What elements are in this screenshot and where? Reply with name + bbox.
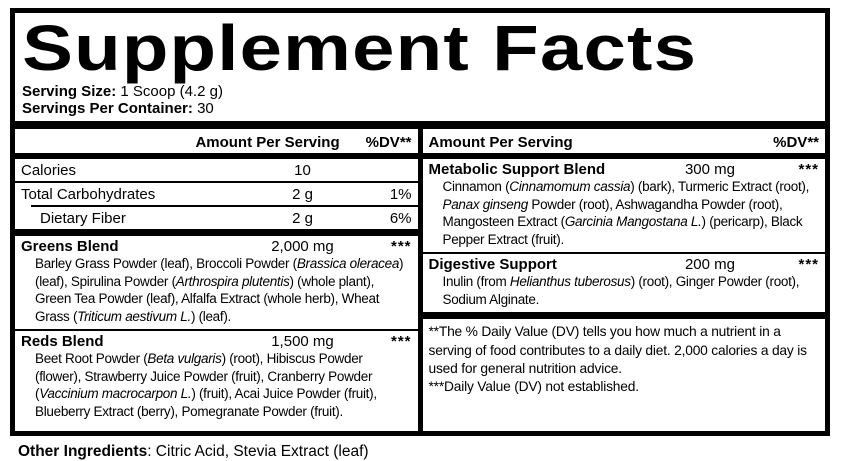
amount-per-serving-header: Amount Per Serving [195, 134, 340, 152]
nutrient-name: Total Carbohydrates [21, 186, 156, 204]
left-column [15, 129, 418, 431]
blend-metabolic-support [423, 159, 826, 252]
nutrient-amount: 2 g [292, 210, 313, 228]
columns [15, 129, 825, 431]
dv-header: %DV** [773, 134, 819, 152]
blend-header [15, 331, 418, 350]
serving-size-label: Serving Size: [22, 83, 117, 100]
blend-amount: 300 mg [684, 161, 736, 179]
other-ingredients-line [18, 443, 369, 461]
right-column [423, 129, 826, 431]
other-ingredients-label: Other Ingredients [18, 443, 148, 460]
blend-ingredients: Cinnamon (Cinnamomum cassia) (bark), Turmeric Extract (root), Panax ginseng Powder (root), Ashwagandha Powder (root), Mangosteen Extract (Garcinia Mangostana L.) (pericarp), Black Pepper Extract (fruit). [442, 179, 810, 247]
blend-name: Metabolic Support Blend [428, 161, 606, 179]
blend-dv: *** [390, 238, 412, 256]
dv-header: %DV** [365, 134, 412, 152]
nutrient-row-total-carbohydrates [15, 181, 418, 205]
nutrient-amount: 10 [294, 162, 311, 180]
serving-size-value: 1 Scoop (4.2 g) [120, 83, 223, 100]
blend-header [423, 159, 826, 178]
nutrient-name: Dietary Fiber [40, 210, 126, 228]
blend-dv: *** [390, 333, 412, 351]
other-ingredients-value: : Citric Acid, Stevia Extract (leaf) [147, 443, 369, 460]
footnotes [423, 319, 826, 396]
serving-size-line [22, 83, 825, 100]
nutrient-row-calories [15, 159, 418, 181]
thick-divider-bar [423, 312, 826, 319]
blend-dv: *** [798, 161, 819, 179]
blend-reds [15, 329, 418, 424]
nutrient-dv: 1% [389, 186, 412, 204]
blend-header [423, 254, 826, 273]
blend-dv: *** [798, 256, 819, 274]
dv-footnote: **The % Daily Value (DV) tells you how much a nutrient in a serving of food contributes to a daily diet. 2,000 calories a day is used for general nutrition advice. [428, 324, 807, 376]
blend-ingredients: Inulin (from Helianthus tuberosus) (root), Ginger Powder (root), Sodium Alginate. [442, 274, 800, 307]
blend-greens [15, 236, 418, 329]
blend-name: Digestive Support [428, 256, 557, 274]
label-border-box [10, 8, 830, 436]
blend-ingredients: Beet Root Powder (Beta vulgaris) (root), Hibiscus Powder (flower), Strawberry Juice Powder (fruit), Cranberry Powder (Vaccinium macrocarpon L.) (fruit), Acai Juice Powder (fruit), Blueberry Extract (berry), Pomegranate Powder (fruit). [35, 351, 377, 420]
servings-per-container-line [22, 100, 825, 117]
dv-not-established-footnote: ***Daily Value (DV) not established. [428, 379, 639, 395]
nutrient-name: Calories [21, 162, 77, 180]
blend-ingredients: Barley Grass Powder (leaf), Broccoli Powder (Brassica oleracea) (leaf), Spirulina Powder (Arthrospira plutentis) (whole plant), Green Tea Powder (leaf), Alfalfa Extract (whole herb), Wheat Grass (Triticum aestivum L.) (leaf). [35, 256, 404, 324]
serving-info [15, 81, 825, 117]
nutrient-amount: 2 g [292, 186, 313, 204]
page-title: Supplement Facts [22, 12, 698, 84]
thick-divider-bar [15, 229, 418, 236]
blend-header [15, 236, 418, 255]
blend-amount: 2,000 mg [271, 238, 334, 256]
nutrient-dv: 6% [389, 210, 412, 228]
right-column-header [423, 129, 826, 153]
blend-amount: 1,500 mg [271, 333, 334, 351]
blend-amount: 200 mg [684, 256, 736, 274]
blend-name: Reds Blend [21, 333, 104, 351]
blend-digestive-support [423, 252, 826, 312]
servings-per-container-value: 30 [197, 100, 214, 118]
nutrient-row-dietary-fiber [31, 205, 418, 229]
amount-per-serving-header: Amount Per Serving [428, 134, 573, 152]
servings-per-container-label: Servings Per Container: [22, 100, 193, 118]
left-column-header [15, 129, 418, 153]
blend-name: Greens Blend [21, 238, 119, 256]
full-width-divider-bar [15, 121, 825, 129]
